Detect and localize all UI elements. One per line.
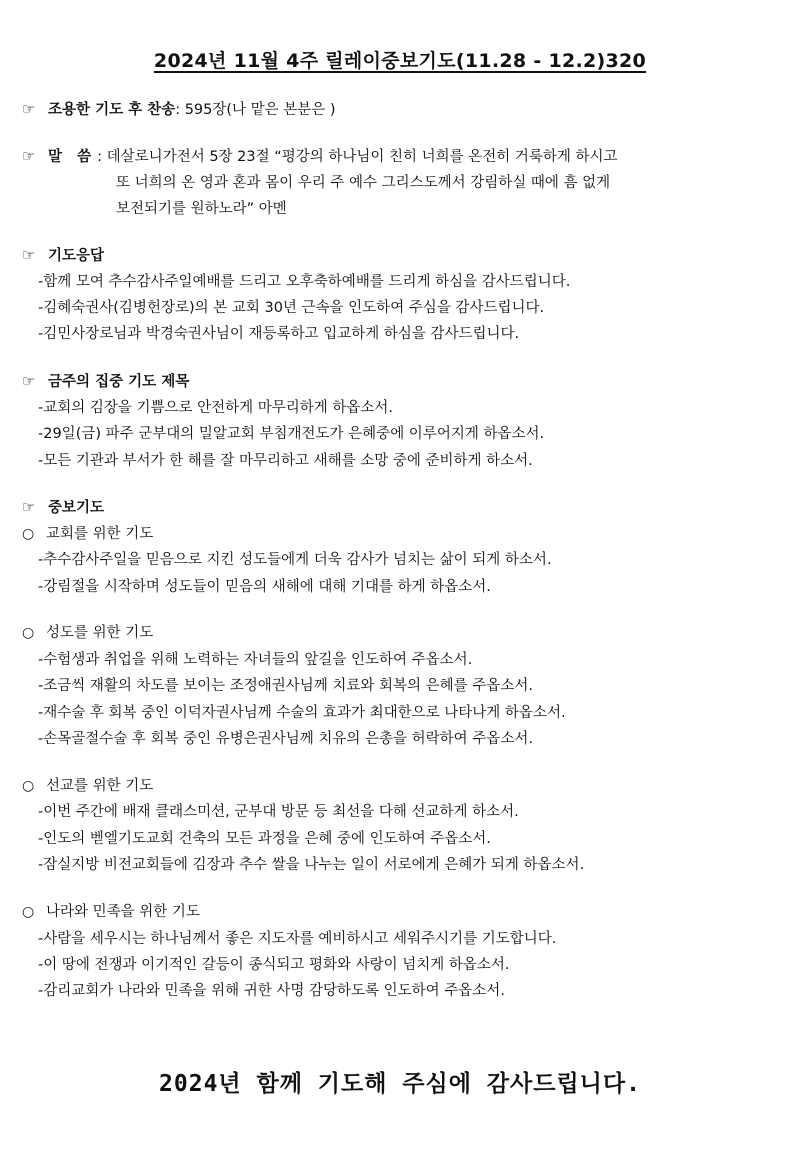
focus-item: -교회의 김장을 기쁨으로 안전하게 마무리하게 하옵소서. <box>38 400 394 416</box>
scripture-text-1: : 데살로니가전서 5장 23절 “평강의 하나님이 친히 너희를 온전히 거룩하게 하시고 <box>97 149 618 165</box>
group-item: -인도의 벧엘기도교회 건축의 모든 과정을 은혜 중에 인도하여 주옵소서. <box>38 831 491 847</box>
page-title <box>0 46 800 73</box>
pointing-hand-icon: ☞ <box>22 246 36 264</box>
group-title: 성도를 위한 기도 <box>46 625 154 641</box>
group-item: -이번 주간에 배재 클래스미션, 군부대 방문 등 최선을 다해 선교하게 하소서. <box>38 804 519 820</box>
hymn-value: : 595장(나 맡은 본분은 ) <box>175 102 336 118</box>
group-church-heading <box>22 524 153 544</box>
focus-heading-text: 금주의 집중 기도 제목 <box>48 374 190 390</box>
answer-item: -함께 모여 추수감사주일예배를 드리고 오후축하예배를 드리게 하심을 감사드립니다. <box>38 274 571 290</box>
focus-item: -모든 기관과 부서가 한 해를 잘 마무리하고 새해를 소망 중에 준비하게 하소서. <box>38 453 533 469</box>
group-item: -수험생과 취업을 위해 노력하는 자녀들의 앞길을 인도하여 주옵소서. <box>38 652 473 668</box>
group-item: -손목골절수술 후 회복 중인 유병은권사님께 치유의 은총을 허락하여 주옵소서. <box>38 731 533 747</box>
group-item: -조금씩 재활의 차도를 보이는 조정애권사님께 치료와 회복의 은혜를 주옵소서. <box>38 678 533 694</box>
pointing-hand-icon: ☞ <box>22 498 36 516</box>
group-title: 교회를 위한 기도 <box>46 526 154 542</box>
group-saints-heading <box>22 623 153 643</box>
circle-bullet-icon: ○ <box>22 904 35 920</box>
group-item: -감리교회가 나라와 민족을 위해 귀한 사명 감당하도록 인도하여 주옵소서. <box>38 983 505 999</box>
answer-item: -김민사장로님과 박경숙권사님이 재등록하고 입교하게 하심을 감사드립니다. <box>38 326 520 342</box>
intercession-heading-text: 중보기도 <box>48 500 105 516</box>
scripture-line <box>22 146 618 167</box>
group-item: -사람을 세우시는 하나님께서 좋은 지도자를 예비하시고 세워주시기를 기도합니다. <box>38 931 557 947</box>
group-item: -추수감사주일을 믿음으로 지킨 성도들에게 더욱 감사가 넘치는 삶이 되게 하소서. <box>38 552 552 568</box>
circle-bullet-icon: ○ <box>22 625 35 641</box>
closing-message: 2024년 함께 기도해 주심에 감사드립니다. <box>159 1071 641 1097</box>
circle-bullet-icon: ○ <box>22 778 35 794</box>
scripture-label: 말 씀 <box>48 149 92 165</box>
pointing-hand-icon: ☞ <box>22 147 36 165</box>
answers-heading-text: 기도응답 <box>48 248 105 264</box>
group-mission-heading <box>22 776 153 796</box>
focus-item: -29일(금) 파주 군부대의 밀알교회 부침개전도가 은혜중에 이루어지게 하옵소서. <box>38 426 545 442</box>
scripture-text-3: 보전되기를 원하노라” 아멘 <box>116 201 287 217</box>
pointing-hand-icon: ☞ <box>22 372 36 390</box>
focus-heading <box>22 371 189 392</box>
group-item: -재수술 후 회복 중인 이덕자권사님께 수술의 효과가 최대한으로 나타나게 하옵소서. <box>38 705 566 721</box>
group-title: 나라와 민족을 위한 기도 <box>46 904 200 920</box>
group-item: -강림절을 시작하며 성도들이 믿음의 새해에 대해 기대를 하게 하옵소서. <box>38 579 491 595</box>
group-item: -이 땅에 전쟁과 이기적인 갈등이 종식되고 평화와 사랑이 넘치게 하옵소서. <box>38 957 510 973</box>
answers-heading <box>22 245 104 266</box>
intercession-heading <box>22 497 104 518</box>
pointing-hand-icon: ☞ <box>22 100 36 118</box>
page-title-text: 2024년 11월 4주 릴레이중보기도(11.28 - 12.2)320 <box>153 50 647 72</box>
group-item: -잠실지방 비전교회들에 김장과 추수 쌀을 나누는 일이 서로에게 은혜가 되게 하옵소서. <box>38 857 585 873</box>
hymn-line <box>22 99 336 120</box>
scripture-text-2: 또 너희의 온 영과 혼과 몸이 우리 주 예수 그리스도께서 강림하실 때에 흠 없게 <box>116 175 611 191</box>
answer-item: -김혜숙권사(김병헌장로)의 본 교회 30년 근속을 인도하여 주심을 감사드립니다. <box>38 300 545 316</box>
group-nation-heading <box>22 902 200 922</box>
group-title: 선교를 위한 기도 <box>46 778 154 794</box>
hymn-label: 조용한 기도 후 찬송 <box>48 102 176 118</box>
circle-bullet-icon: ○ <box>22 526 35 542</box>
